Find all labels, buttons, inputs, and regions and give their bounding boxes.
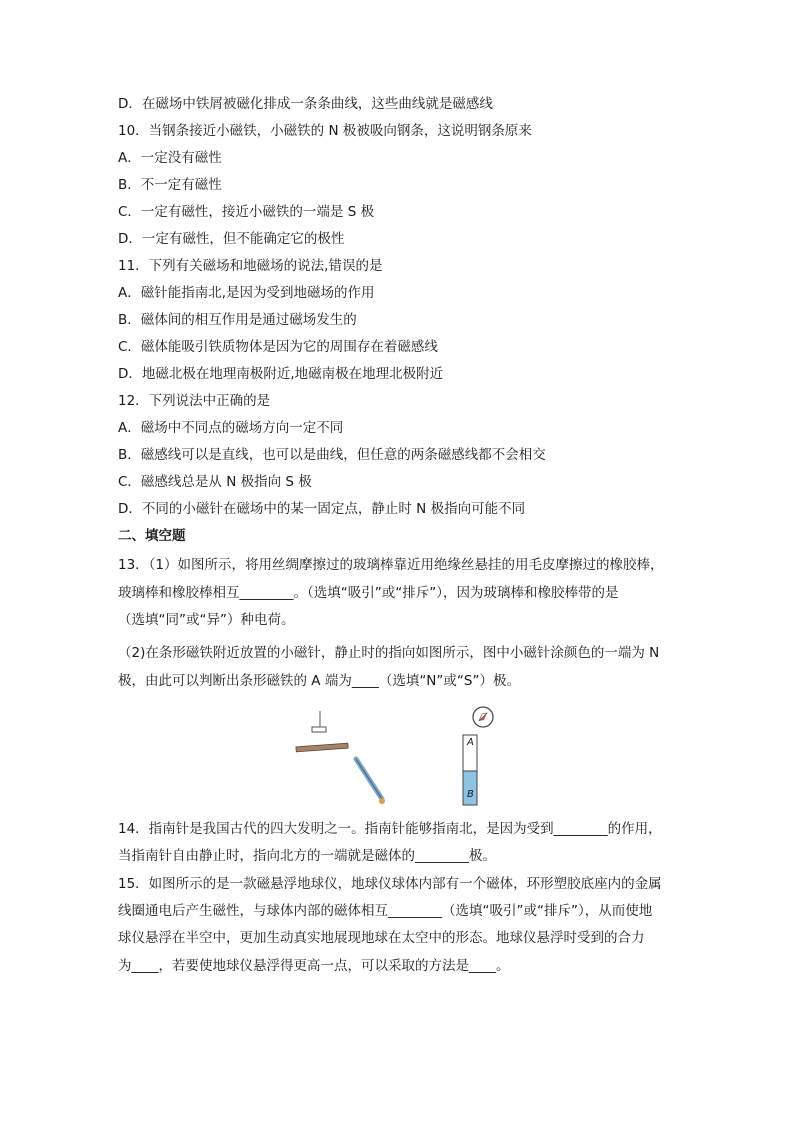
text-line: A．磁场中不同点的磁场方向一定不同 xyxy=(118,420,344,436)
text-line: A．磁针能指南北,是因为受到地磁场的作用 xyxy=(118,285,375,301)
text-line: D．一定有磁性，但不能确定它的极性 xyxy=(118,231,345,247)
text-line: B．不一定有磁性 xyxy=(118,177,222,193)
text-line: C．一定有磁性，接近小磁铁的一端是 S 极 xyxy=(118,204,375,220)
text-line: （选填“同”或“异”）种电荷。 xyxy=(118,612,295,628)
magnet-label-b: B xyxy=(467,789,474,800)
text-line: 球仪悬浮在半空中，更加生动真实地展现地球在太空中的形态。地球仪悬浮时受到的合力 xyxy=(118,930,645,946)
text-line: B．磁体间的相互作用是通过磁场发生的 xyxy=(118,312,357,328)
section-heading: 二、填空题 xyxy=(118,528,186,544)
text-line: 14．指南针是我国古代的四大发明之一。指南针能够指南北，是因为受到________的作用， xyxy=(118,821,662,837)
hanging-rubber-rod xyxy=(296,711,348,752)
text-line: B．磁感线可以是直线，也可以是曲线，但任意的两条磁感线都不会相交 xyxy=(118,447,546,463)
glass-rod xyxy=(356,759,385,804)
magnet-label-a: A xyxy=(467,737,474,748)
text-line: （2)在条形磁铁附近放置的小磁针，静止时的指向如图所示，图中小磁针涂颜色的一端为 N xyxy=(118,645,660,661)
text-line: 当指南针自由静止时，指向北方的一端就是磁体的________极。 xyxy=(118,848,496,864)
text-line: 10．当钢条接近小磁铁，小磁铁的 N 极被吸向钢条，这说明钢条原来 xyxy=(118,123,532,139)
text-line: 12．下列说法中正确的是 xyxy=(118,393,271,409)
text-line: A．一定没有磁性 xyxy=(118,150,222,166)
text-line: D．不同的小磁针在磁场中的某一固定点，静止时 N 极指向可能不同 xyxy=(118,501,526,517)
text-line: D．地磁北极在地理南极附近,地磁南极在地理北极附近 xyxy=(118,366,444,382)
text-line: 为____，若要使地球仪悬浮得更高一点，可以采取的方法是____。 xyxy=(118,958,510,974)
text-line: 13．（1）如图所示，将用丝绸摩擦过的玻璃棒靠近用绝缘丝悬挂的用毛皮摩擦过的橡胶棒， xyxy=(118,557,664,573)
text-line: 11．下列有关磁场和地磁场的说法,错误的是 xyxy=(118,258,383,274)
text-line: C．磁感线总是从 N 极指向 S 极 xyxy=(118,474,312,490)
text-line: D．在磁场中铁屑被磁化排成一条条曲线，这些曲线就是磁感线 xyxy=(118,96,493,112)
text-line: C．磁体能吸引铁质物体是因为它的周围存在着磁感线 xyxy=(118,339,438,355)
text-line: 线圈通电后产生磁性，与球体内部的磁体相互________（选填“吸引”或“排斥”），从而使地 xyxy=(118,903,653,919)
compass-icon xyxy=(473,707,493,727)
text-line: 15．如图所示的是一款磁悬浮地球仪，地球仪球体内部有一个磁体，环形塑胶底座内的金属 xyxy=(118,876,662,892)
text-line: 玻璃棒和橡胶棒相互________。（选填“吸引”或“排斥”），因为玻璃棒和橡胶棒带的是 xyxy=(118,585,619,601)
text-line: 极，由此可以判断出条形磁铁的 A 端为____（选填“N”或“S”）极。 xyxy=(118,673,520,689)
figure-area xyxy=(290,703,520,809)
